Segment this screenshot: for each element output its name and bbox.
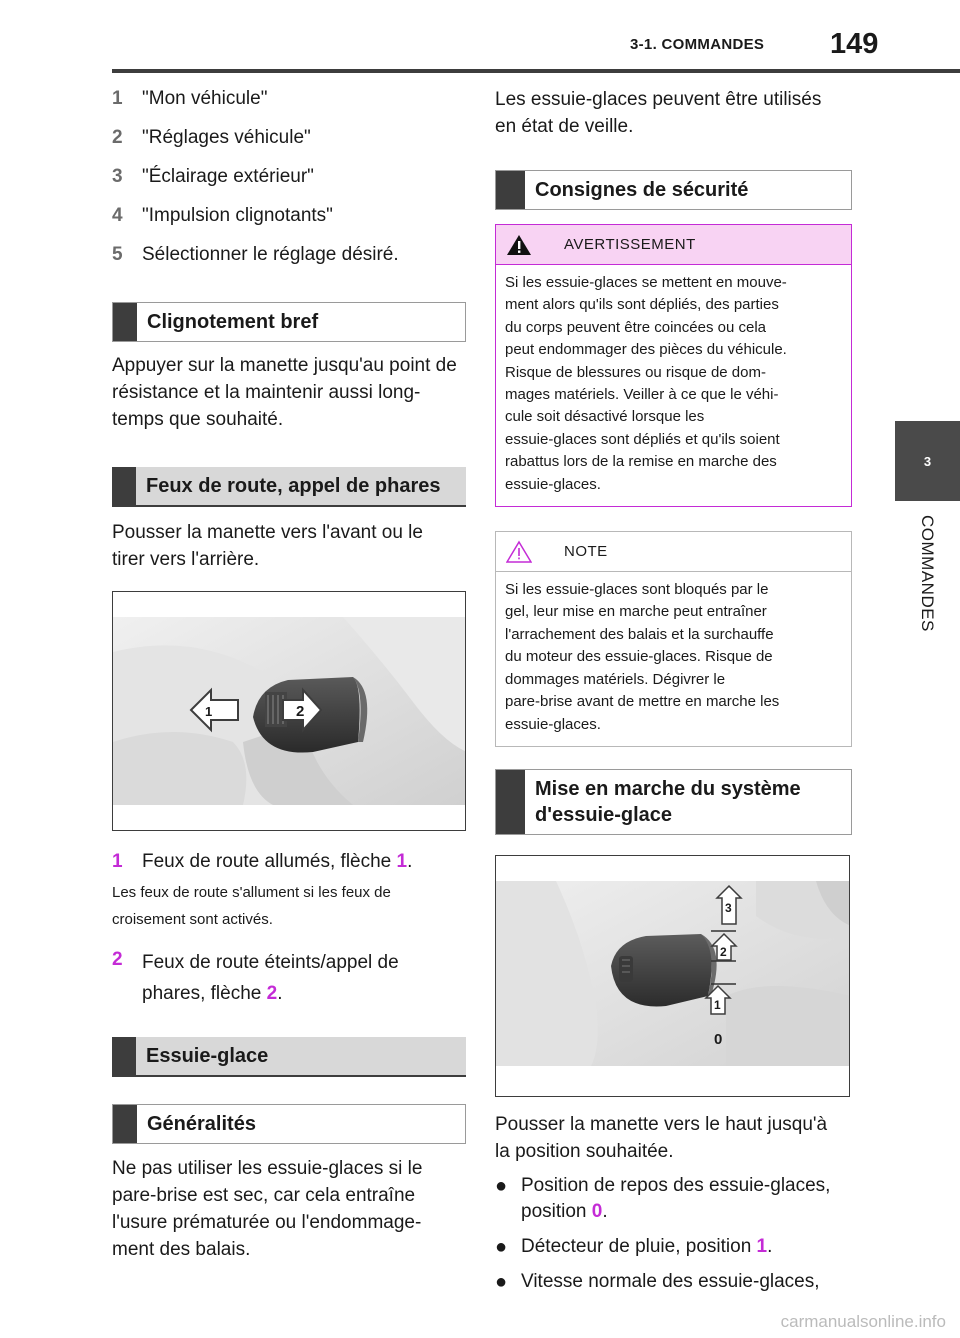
stalk-figure-wiper (495, 855, 850, 1097)
warning-label: AVERTISSEMENT (564, 236, 696, 253)
warning-line: essuie-glaces sont dépliés et qu'ils soient (505, 430, 780, 448)
item-text-line-2: phares, flèche (142, 983, 267, 1004)
heading-wiper (112, 1037, 466, 1077)
paragraph-standby-line: Les essuie-glaces peuvent être utilisés (495, 89, 822, 110)
warning-line: du corps peuvent être coincées ou cela (505, 318, 766, 336)
item-text-end: . (407, 851, 413, 872)
bullet-dot-icon: ● (495, 1270, 508, 1293)
warning-line: essuie-glaces. (505, 475, 601, 493)
note-header (496, 532, 851, 572)
position-label-0: 0 (714, 1030, 723, 1048)
arrow-label-2: 2 (296, 703, 305, 720)
bullet-item (495, 1234, 852, 1260)
step-item (112, 242, 466, 268)
step-text: Sélectionner le réglage désiré. (142, 244, 399, 265)
step-item (112, 164, 466, 190)
warning-line: peut endommager des pièces du véhicule. (505, 341, 787, 359)
bullet-text-end: . (602, 1200, 608, 1222)
bullet-text (521, 1234, 772, 1260)
page-number: 149 (830, 28, 879, 60)
heading-text: Consignes de sécurité (535, 179, 749, 201)
note-line: du moteur des essuie-glaces. Risque de (505, 648, 773, 666)
item-text-line-1: Feux de route éteints/appel de (142, 952, 399, 973)
caution-triangle-icon (496, 540, 542, 564)
step-number: 2 (112, 127, 123, 148)
warning-line: cule soit désactivé lorsque les (505, 408, 705, 426)
warning-line: rabattus lors de la remise en marche des (505, 453, 777, 471)
header-rule (112, 69, 960, 73)
bullet-text-line-1: Détecteur de pluie, position (521, 1235, 757, 1257)
bullet-dot-icon: ● (495, 1235, 508, 1258)
note-line: essuie-glaces. (505, 715, 601, 733)
heading-flash (112, 302, 466, 342)
heading-text: Essuie-glace (146, 1045, 269, 1067)
heading-text: Feux de route, appel de phares (146, 475, 441, 497)
paragraph-general: Ne pas utiliser les essuie-glaces si le pare-brise est sec, car cela entraîne l'usure prématurée ou l'endommage-ment des balais. (112, 1158, 423, 1260)
note-small-line: croisement sont activés. (112, 911, 273, 928)
stalk-illustration (113, 592, 466, 831)
paragraph-standby-line: en état de veille. (495, 116, 634, 137)
heading-general (112, 1104, 466, 1144)
heading-bar (112, 1037, 136, 1075)
warning-box (495, 224, 852, 507)
bullet-item (495, 1269, 852, 1295)
heading-text: Clignotement bref (147, 311, 319, 333)
step-text: "Mon véhicule" (142, 88, 268, 109)
steps-list (112, 86, 466, 268)
left-column (112, 86, 466, 1263)
bullet-text-line-1: Position de repos des essuie-glaces, (521, 1174, 831, 1196)
chapter-side-label: COMMANDES (918, 515, 937, 632)
paragraph-push-line: la position souhaitée. (495, 1140, 674, 1162)
item-text-end: . (277, 983, 283, 1004)
warning-line: Si les essuie-glaces se mettent en mouve- (505, 274, 787, 291)
heading-text: Généralités (147, 1113, 256, 1135)
warning-line: mages matériels. Veiller à ce que le véhi- (505, 386, 779, 404)
highbeam-item-1 (112, 849, 466, 875)
note-small-line: Les feux de route s'allument si les feux de (112, 884, 391, 901)
position-reference: 1 (756, 1235, 768, 1257)
arrow-label-1: 1 (205, 704, 213, 719)
heading-line: d'essuie-glace (535, 803, 673, 826)
note-line: l'arrachement des balais et la surchauffe (505, 625, 774, 643)
right-column (495, 86, 852, 1304)
position-label-1: 1 (714, 997, 721, 1012)
step-text: "Éclairage extérieur" (142, 166, 314, 187)
watermark-link[interactable]: carmanualsonline.info (780, 1312, 946, 1331)
highbeam-item-2 (112, 947, 466, 1009)
step-text: "Impulsion clignotants" (142, 205, 333, 226)
step-number: 5 (112, 244, 123, 265)
item-number: 1 (112, 851, 123, 872)
item-number: 2 (112, 949, 123, 970)
position-reference: 0 (591, 1200, 603, 1222)
note-line: Si les essuie-glaces sont bloqués par le (505, 581, 769, 599)
note-line: dommages matériels. Dégivrer le (505, 670, 726, 688)
heading-bar (113, 303, 137, 341)
warning-text (496, 265, 851, 506)
step-number: 3 (112, 166, 123, 187)
heading-bar (496, 171, 525, 209)
paragraph-flash: Appuyer sur la manette jusqu'au point de résistance et la maintenir aussi long-temps que souhaité. (112, 355, 457, 430)
heading-line: Mise en marche du système (535, 777, 801, 800)
step-text: "Réglages véhicule" (142, 127, 311, 148)
heading-bar (496, 770, 525, 834)
step-item (112, 203, 466, 229)
step-item (112, 125, 466, 151)
position-label-3: 3 (725, 900, 732, 915)
heading-bar (112, 467, 136, 505)
wiper-stalk-illustration (496, 856, 850, 1097)
paragraph-highbeam: Pousser la manette vers l'avant ou le tirer vers l'arrière. (112, 522, 423, 570)
item-text-main: Feux de route allumés, flèche (142, 851, 397, 872)
step-item (112, 86, 466, 112)
step-number: 1 (112, 88, 123, 109)
step-number: 4 (112, 205, 123, 226)
warning-line: ment alors qu'ils sont dépliés, des parties (505, 296, 779, 314)
note-line: pare-brise avant de mettre en marche les (505, 693, 780, 711)
arrow-reference: 1 (396, 851, 408, 872)
bullet-text-end: . (767, 1235, 773, 1257)
heading-highbeam (112, 467, 466, 507)
heading-bar (113, 1105, 137, 1143)
bullet-text (521, 1173, 830, 1225)
warning-line: Risque de blessures ou risque de dom- (505, 363, 766, 381)
item-text (142, 849, 466, 875)
position-label-2: 2 (720, 944, 727, 959)
bullet-text-line-2: position (521, 1200, 592, 1222)
warning-header (496, 225, 851, 265)
paragraph-push-line: Pousser la manette vers le haut jusqu'à (495, 1113, 828, 1135)
bullet-dot-icon: ● (495, 1174, 508, 1197)
arrow-reference: 2 (266, 983, 278, 1004)
heading-text (525, 770, 811, 834)
note-line: gel, leur mise en marche peut entraîner (505, 603, 767, 621)
note-text (496, 572, 851, 746)
stalk-figure-headlights (112, 591, 466, 831)
heading-safety (495, 170, 852, 210)
section-title: 3-1. COMMANDES (630, 36, 765, 53)
bullet-text: Vitesse normale des essuie-glaces, (521, 1270, 820, 1292)
chapter-tab: 3 (895, 421, 960, 501)
note-box (495, 531, 852, 747)
heading-start (495, 769, 852, 835)
note-label: NOTE (564, 543, 608, 561)
bullet-item (495, 1173, 852, 1225)
warning-triangle-icon (496, 233, 542, 257)
item-text (142, 947, 466, 1009)
